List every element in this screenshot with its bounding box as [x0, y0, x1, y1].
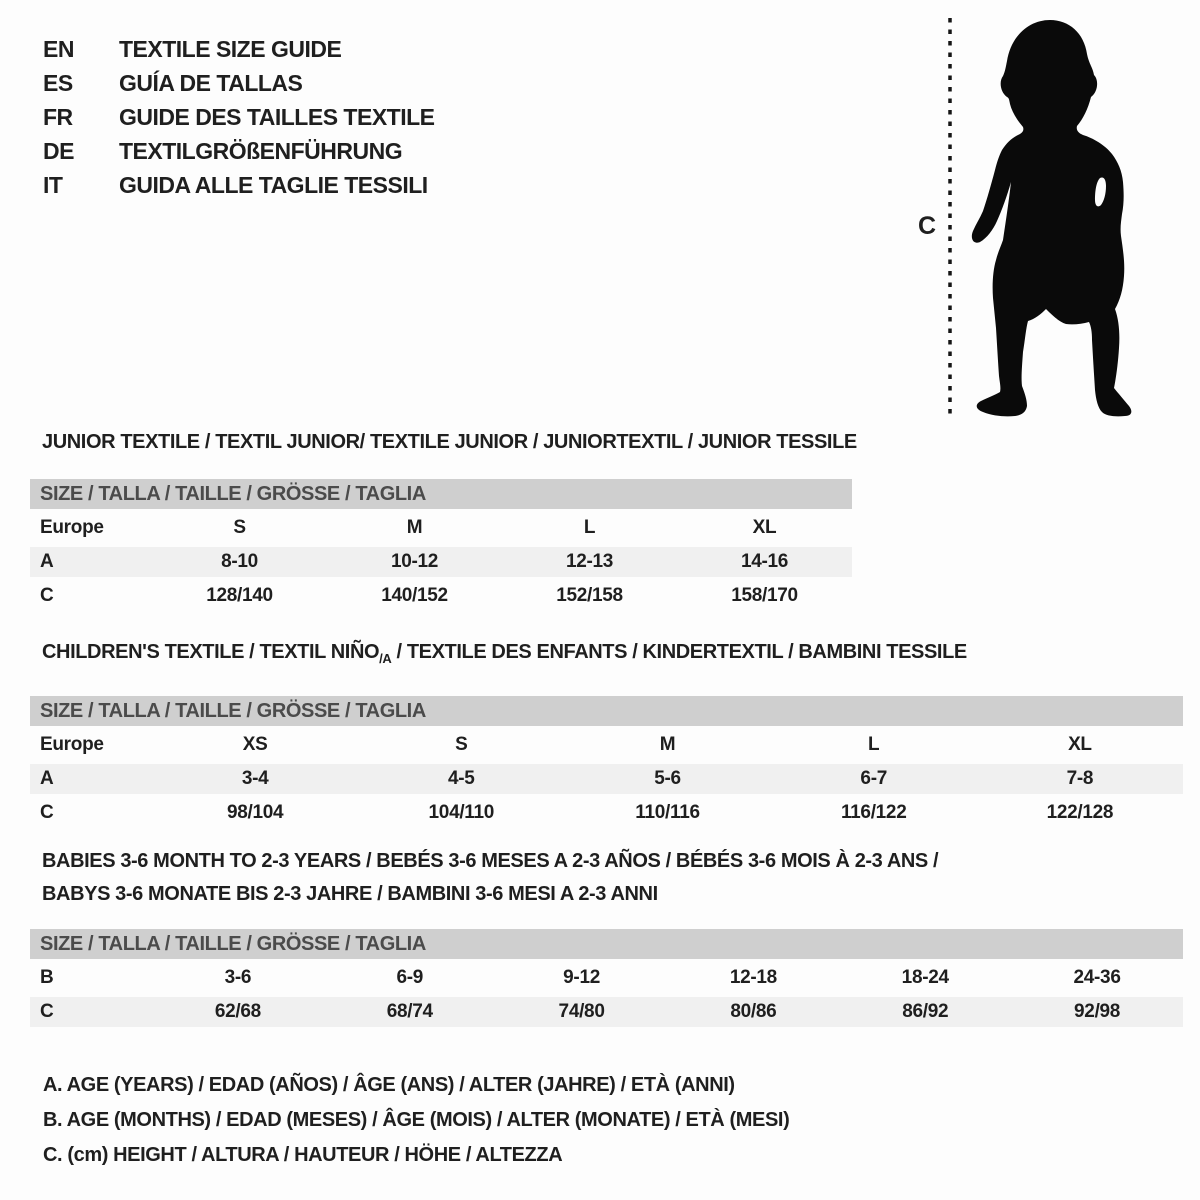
size-cell: 8-10: [221, 551, 258, 572]
size-cell: 122/128: [1046, 802, 1114, 823]
language-title: GUIDA ALLE TAGLIE TESSILI: [119, 171, 428, 198]
row-label: C: [40, 1001, 54, 1022]
size-cell: 74/80: [558, 1001, 605, 1022]
row-label: B: [40, 967, 54, 988]
size-cell: 3-4: [241, 768, 269, 789]
size-cell: L: [583, 517, 596, 538]
language-list: [43, 32, 435, 202]
section-heading: [30, 640, 1183, 671]
size-cell: 9-12: [563, 967, 600, 988]
heading-line: [42, 640, 1183, 671]
size-table: [30, 696, 1183, 828]
heading-line: [42, 845, 1183, 878]
size-cell: 12-18: [729, 967, 777, 988]
size-cell: 152/158: [556, 585, 623, 606]
language-code: DE: [43, 137, 74, 164]
size-cell: 7-8: [1066, 768, 1094, 789]
section-babies-textile: [30, 845, 1183, 1027]
size-cell: 128/140: [206, 585, 273, 606]
size-cell: 10-12: [390, 551, 439, 572]
size-cell: 92/98: [1074, 1001, 1121, 1022]
section-heading: [30, 845, 1183, 911]
language-row: [43, 66, 435, 100]
size-cell: 98/104: [226, 802, 284, 823]
row-label: A: [40, 551, 54, 572]
section-childrens-textile: [30, 640, 1183, 828]
size-cell: 14-16: [740, 551, 789, 572]
table-row: [30, 581, 852, 611]
table-header-bar: SIZE / TALLA / TAILLE / GRÖSSE / TAGLIA: [30, 929, 1183, 959]
table-row: [30, 963, 1183, 993]
size-cell: 12-13: [565, 551, 614, 572]
size-cell: 110/116: [635, 802, 700, 823]
heading-text: /A: [379, 651, 392, 666]
size-cell: 68/74: [386, 1001, 433, 1022]
table-row: [30, 764, 1183, 794]
baby-silhouette-icon: [972, 20, 1131, 416]
size-cell: L: [868, 734, 880, 755]
baby-height-figure: [905, 10, 1145, 420]
size-cell: 158/170: [731, 585, 798, 606]
language-row: [43, 100, 435, 134]
size-cell: XL: [752, 517, 777, 538]
language-title: GUÍA DE TALLAS: [119, 69, 303, 96]
legend-line: C. (cm) HEIGHT / ALTURA / HAUTEUR / HÖHE / ALTEZZA: [43, 1144, 563, 1166]
heading-text: JUNIOR TEXTILE / TEXTIL JUNIOR/ TEXTILE JUNIOR / JUNIORTEXTIL / JUNIOR TESSILE: [42, 431, 857, 453]
language-code: EN: [43, 35, 74, 62]
section-junior-textile: [30, 430, 857, 611]
row-label: Europe: [40, 517, 104, 538]
language-title: TEXTILGRÖßENFÜHRUNG: [119, 137, 403, 164]
size-cell: XS: [242, 734, 268, 755]
size-cell: 140/152: [381, 585, 448, 606]
size-cell: 3-6: [224, 967, 252, 988]
row-label: C: [40, 802, 54, 823]
size-cell: M: [406, 517, 423, 538]
language-row: [43, 134, 435, 168]
size-cell: 80/86: [730, 1001, 777, 1022]
size-cell: S: [455, 734, 468, 755]
size-table: [30, 929, 1183, 1027]
table-row: [30, 798, 1183, 828]
legend: [43, 1068, 789, 1173]
size-table: [30, 479, 852, 611]
heading-text: CHILDREN'S TEXTILE / TEXTIL NIÑO: [42, 641, 380, 663]
row-label: A: [40, 768, 54, 789]
size-cell: 62/68: [214, 1001, 261, 1022]
language-code: FR: [43, 103, 73, 130]
heading-text: BABIES 3-6 MONTH TO 2-3 YEARS / BEBÉS 3-6 MESES A 2-3 AÑOS / BÉBÉS 3-6 MOIS À 2-3 ANS /: [42, 850, 939, 872]
language-code: IT: [43, 171, 63, 198]
language-code: ES: [43, 69, 73, 96]
size-cell: XL: [1068, 734, 1092, 755]
table-row: [30, 730, 1183, 760]
heading-text: / TEXTILE DES ENFANTS / KINDERTEXTIL / BAMBINI TESSILE: [391, 641, 967, 663]
size-cell: 116/122: [840, 802, 907, 823]
heading-line: [42, 430, 857, 454]
language-title: TEXTILE SIZE GUIDE: [119, 35, 342, 62]
section-heading: [30, 430, 857, 454]
size-cell: 4-5: [448, 768, 475, 789]
table-row: [30, 997, 1183, 1027]
size-cell: 104/110: [428, 802, 495, 823]
size-cell: S: [233, 517, 246, 538]
heading-line: [42, 878, 1183, 911]
legend-line: A. AGE (YEARS) / EDAD (AÑOS) / ÂGE (ANS) / ALTER (JAHRE) / ETÀ (ANNI): [43, 1074, 735, 1096]
heading-text: BABYS 3-6 MONATE BIS 2-3 JAHRE / BAMBINI 3-6 MESI A 2-3 ANNI: [42, 883, 658, 905]
size-cell: 86/92: [902, 1001, 949, 1022]
language-title: GUIDE DES TAILLES TEXTILE: [119, 103, 435, 130]
table-header-bar: SIZE / TALLA / TAILLE / GRÖSSE / TAGLIA: [30, 696, 1183, 726]
row-label: C: [40, 585, 54, 606]
language-row: [43, 32, 435, 66]
table-header-bar: SIZE / TALLA / TAILLE / GRÖSSE / TAGLIA: [30, 479, 852, 509]
language-row: [43, 168, 435, 202]
size-cell: 6-7: [860, 768, 887, 789]
size-cell: 6-9: [396, 967, 424, 988]
size-cell: 5-6: [654, 768, 681, 789]
legend-line: B. AGE (MONTHS) / EDAD (MESES) / ÂGE (MOIS) / ALTER (MONATE) / ETÀ (MESI): [43, 1109, 790, 1131]
size-cell: M: [659, 734, 676, 755]
figure-label-c: C: [917, 212, 937, 240]
row-label: Europe: [40, 734, 104, 755]
table-row: [30, 513, 852, 543]
table-row: [30, 547, 852, 577]
size-cell: 24-36: [1073, 967, 1121, 988]
size-cell: 18-24: [901, 967, 949, 988]
